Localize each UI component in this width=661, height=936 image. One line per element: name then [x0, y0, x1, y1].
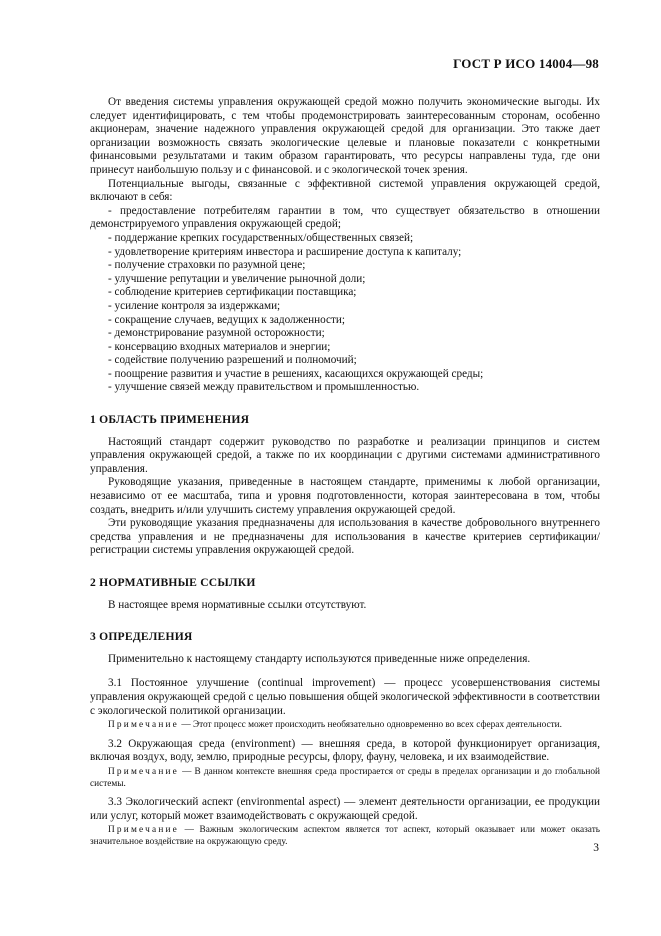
note-text: — Важным экологическим аспектом является тот аспект, который оказывает или может оказать значительное воздействие на окружающую среду.: [90, 825, 600, 847]
note-3-3: [90, 825, 600, 848]
definition-3-1: 3.1 Постоянное улучшение (continual improvement) — процесс усовершенствования системы управления окружающей средой с целью повышения общей экологической эффективности в соответствии с экологической политикой организации.: [90, 677, 600, 717]
section-2-title: 2 НОРМАТИВНЫЕ ССЫЛКИ: [90, 576, 256, 589]
section-1-paragraph-2: Руководящие указания, приведенные в настоящем стандарте, применимы к любой организации, независимо от ее масштаба, типа и уровня подготовленности, которая заинтересована в том, чтобы создать, внедрить и/или улучшить систему управления окружающей средой.: [90, 476, 600, 516]
definition-3-3: 3.3 Экологический аспект (environmental aspect) — элемент деятельности организации, ее продукции или услуг, который может взаимодействовать с окружающей средой.: [90, 796, 600, 822]
list-item: - содействие получению разрешений и полномочий;: [108, 354, 357, 367]
note-label: Примечание: [108, 766, 179, 777]
section-3-title: 3 ОПРЕДЕЛЕНИЯ: [90, 630, 193, 644]
list-item: - предоставление потребителям гарантии в том, что существует обязательство в отношении демонстрируемого управления окружающей средой;: [90, 204, 600, 231]
note-label: Примечание: [108, 825, 179, 836]
intro-paragraph-2: Потенциальные выгоды, связанные с эффективной системой управления окружающей средой, включают в себя:: [90, 177, 600, 204]
list-item: - удовлетворение критериям инвестора и расширение доступа к капиталу;: [108, 245, 462, 258]
section-2-paragraph-1: В настоящее время нормативные ссылки отсутствуют.: [108, 598, 367, 611]
list-item: - усиление контроля за издержками;: [108, 299, 281, 312]
section-1-title: 1 ОБЛАСТЬ ПРИМЕНЕНИЯ: [90, 413, 250, 427]
document-header: ГОСТ Р ИСО 14004—98: [453, 56, 599, 71]
list-item: - улучшение связей между правительством и промышленностью.: [108, 381, 420, 394]
note-label: Примечание: [108, 720, 179, 731]
intro-paragraph-1: От введения системы управления окружающей средой можно получить экономические выгоды. Их следует идентифицировать, с тем чтобы продемонстрировать заинтересованным сторонам, особенно акционерам, значение надежного управления окружающей средой для организации. Это также дает организации возможность связать экологические целевые и плановые показатели с конкретными финансовыми результатами и таким образом гарантировать, что ресурсы направлены туда, где они принесут наибольшую пользу и с финансовой. и с экологической точек зрения.: [90, 96, 600, 176]
list-item: - сокращение случаев, ведущих к задолженности;: [108, 313, 345, 326]
list-item: - улучшение репутации и увеличение рыночной доли;: [108, 272, 366, 285]
list-item: - поддержание крепких государственных/общественных связей;: [108, 231, 414, 244]
section-1-paragraph-1: Настоящий стандарт содержит руководство по разработке и реализации принципов и систем управления окружающей средой, а также по их координации с другими системами административного управления.: [90, 435, 600, 475]
note-3-2: [90, 767, 600, 790]
benefits-list: [90, 205, 600, 395]
list-item: - поощрение развития и участие в решениях, касающихся окружающей среды;: [108, 367, 484, 380]
note-3-1: [90, 720, 600, 732]
note-text: — Этот процесс может происходить необязательно одновременно во всех сферах деятельности.: [179, 720, 562, 731]
section-3-paragraph-1: Применительно к настоящему стандарту используются приведенные ниже определения.: [108, 652, 531, 665]
list-item: - соблюдение критериев сертификации поставщика;: [108, 286, 357, 299]
section-1-paragraph-3: Эти руководящие указания предназначены для использования в качестве добровольного внутреннего средства управления и не предназначены для использования в качестве критериев сертификации/регистрации системы управления окружающей средой.: [90, 517, 600, 557]
list-item: - консервацию входных материалов и энергии;: [108, 340, 331, 353]
note-text: — В данном контексте внешняя среда простирается от среды в пределах организации и до глобальной системы.: [90, 766, 600, 789]
document-body: [90, 96, 600, 849]
page-number: 3: [593, 842, 599, 854]
list-item: - демонстрирование разумной осторожности;: [108, 327, 325, 340]
list-item: - получение страховки по разумной цене;: [108, 259, 306, 272]
definition-3-2: 3.2 Окружающая среда (environment) — внешняя среда, в которой функционирует организация, включая воздух, воду, землю, природные ресурсы, флору, фауну, человека, и их взаимодействие.: [90, 737, 600, 764]
